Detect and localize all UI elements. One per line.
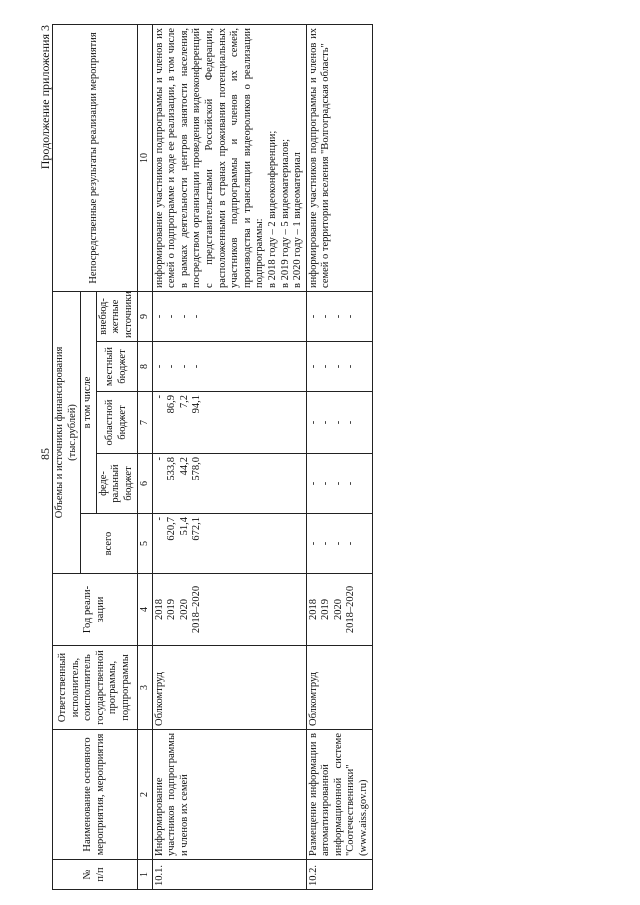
col-number: 7 (137, 392, 152, 454)
table-row (306, 24, 372, 889)
header-local: местный бюджет (96, 342, 137, 392)
row-offbudget: - - - - (306, 291, 372, 341)
col-number: 4 (137, 574, 152, 646)
row-executor: Облкомтруд (152, 646, 306, 730)
row-local: - - - - (152, 342, 306, 392)
col-number: 8 (137, 342, 152, 392)
header-finance: Объемы и источники финансирования (тыс.рублей) (53, 291, 81, 573)
header-total: всего (81, 514, 137, 574)
appendix-caption: Продолжение приложения 3 (38, 25, 52, 170)
row-federal: - 533,8 44,2 578,0 (152, 454, 306, 514)
row-total: - 620,7 51,4 672,1 (152, 514, 306, 574)
header-result: Непосредственные результаты реализации мероприятия (53, 24, 138, 291)
program-table (52, 24, 373, 890)
header-name: Наименование основного мероприятия, мероприятия (53, 730, 138, 860)
header-year: Год реали- зации (53, 574, 138, 646)
row-result: информирование участников подпрограммы и членов их семей о подпрограмме и ходе ее реализации, в том числе в рамках деятельности центров занятости населения, посредством организации проведения видеоконференций с представительствами Российской Федерации, расположенными в странах проживания потенциальных участников подпрограммы и членов их семей, производства и трансляции видеороликов о реализации подпрограммы: в 2018 году – 2 видеоконференции; в 2019 году – 5 видеоматериалов; в 2020 году – 1 видеоматериал (152, 24, 306, 291)
row-name: Информирование участников подпрограммы и членов их семей (152, 730, 306, 860)
row-years: 2018 2019 2020 2018–2020 (306, 574, 372, 646)
col-number: 5 (137, 514, 152, 574)
row-name: Размещение информации в автоматизированной информационной системе "Соотечественники" (www.aiss.gov.ru) (306, 730, 372, 860)
table-row (152, 24, 306, 889)
row-executor: Облкомтруд (306, 646, 372, 730)
header-regional: областной бюджет (96, 392, 137, 454)
header-offbudget: внебюд- жетные источники (96, 291, 137, 341)
row-local: - - - - (306, 342, 372, 392)
col-number: 2 (137, 730, 152, 860)
header-executor: Ответственный исполнитель, соисполнитель государственной программы, подпрограммы (53, 646, 138, 730)
header-federal: феде- ральный бюджет (96, 454, 137, 514)
row-regional: - 86,9 7,2 94,1 (152, 392, 306, 454)
col-number: 1 (137, 860, 152, 890)
page-number: 85 (38, 448, 52, 460)
row-number: 10.1. (152, 860, 306, 890)
row-number: 10.2. (306, 860, 372, 890)
row-regional: - - - - (306, 392, 372, 454)
col-number: 6 (137, 454, 152, 514)
header-no: № п/п (53, 860, 138, 890)
row-offbudget: - - - - (152, 291, 306, 341)
row-years: 2018 2019 2020 2018–2020 (152, 574, 306, 646)
row-result: информирование участников подпрограммы и членов их семей о территории вселения "Волгоградская область" (306, 24, 372, 291)
col-number: 9 (137, 291, 152, 341)
col-number: 3 (137, 646, 152, 730)
col-number: 10 (137, 24, 152, 291)
row-total: - - - - (306, 514, 372, 574)
header-incl: в том числе (81, 291, 97, 513)
row-federal: - - - - (306, 454, 372, 514)
